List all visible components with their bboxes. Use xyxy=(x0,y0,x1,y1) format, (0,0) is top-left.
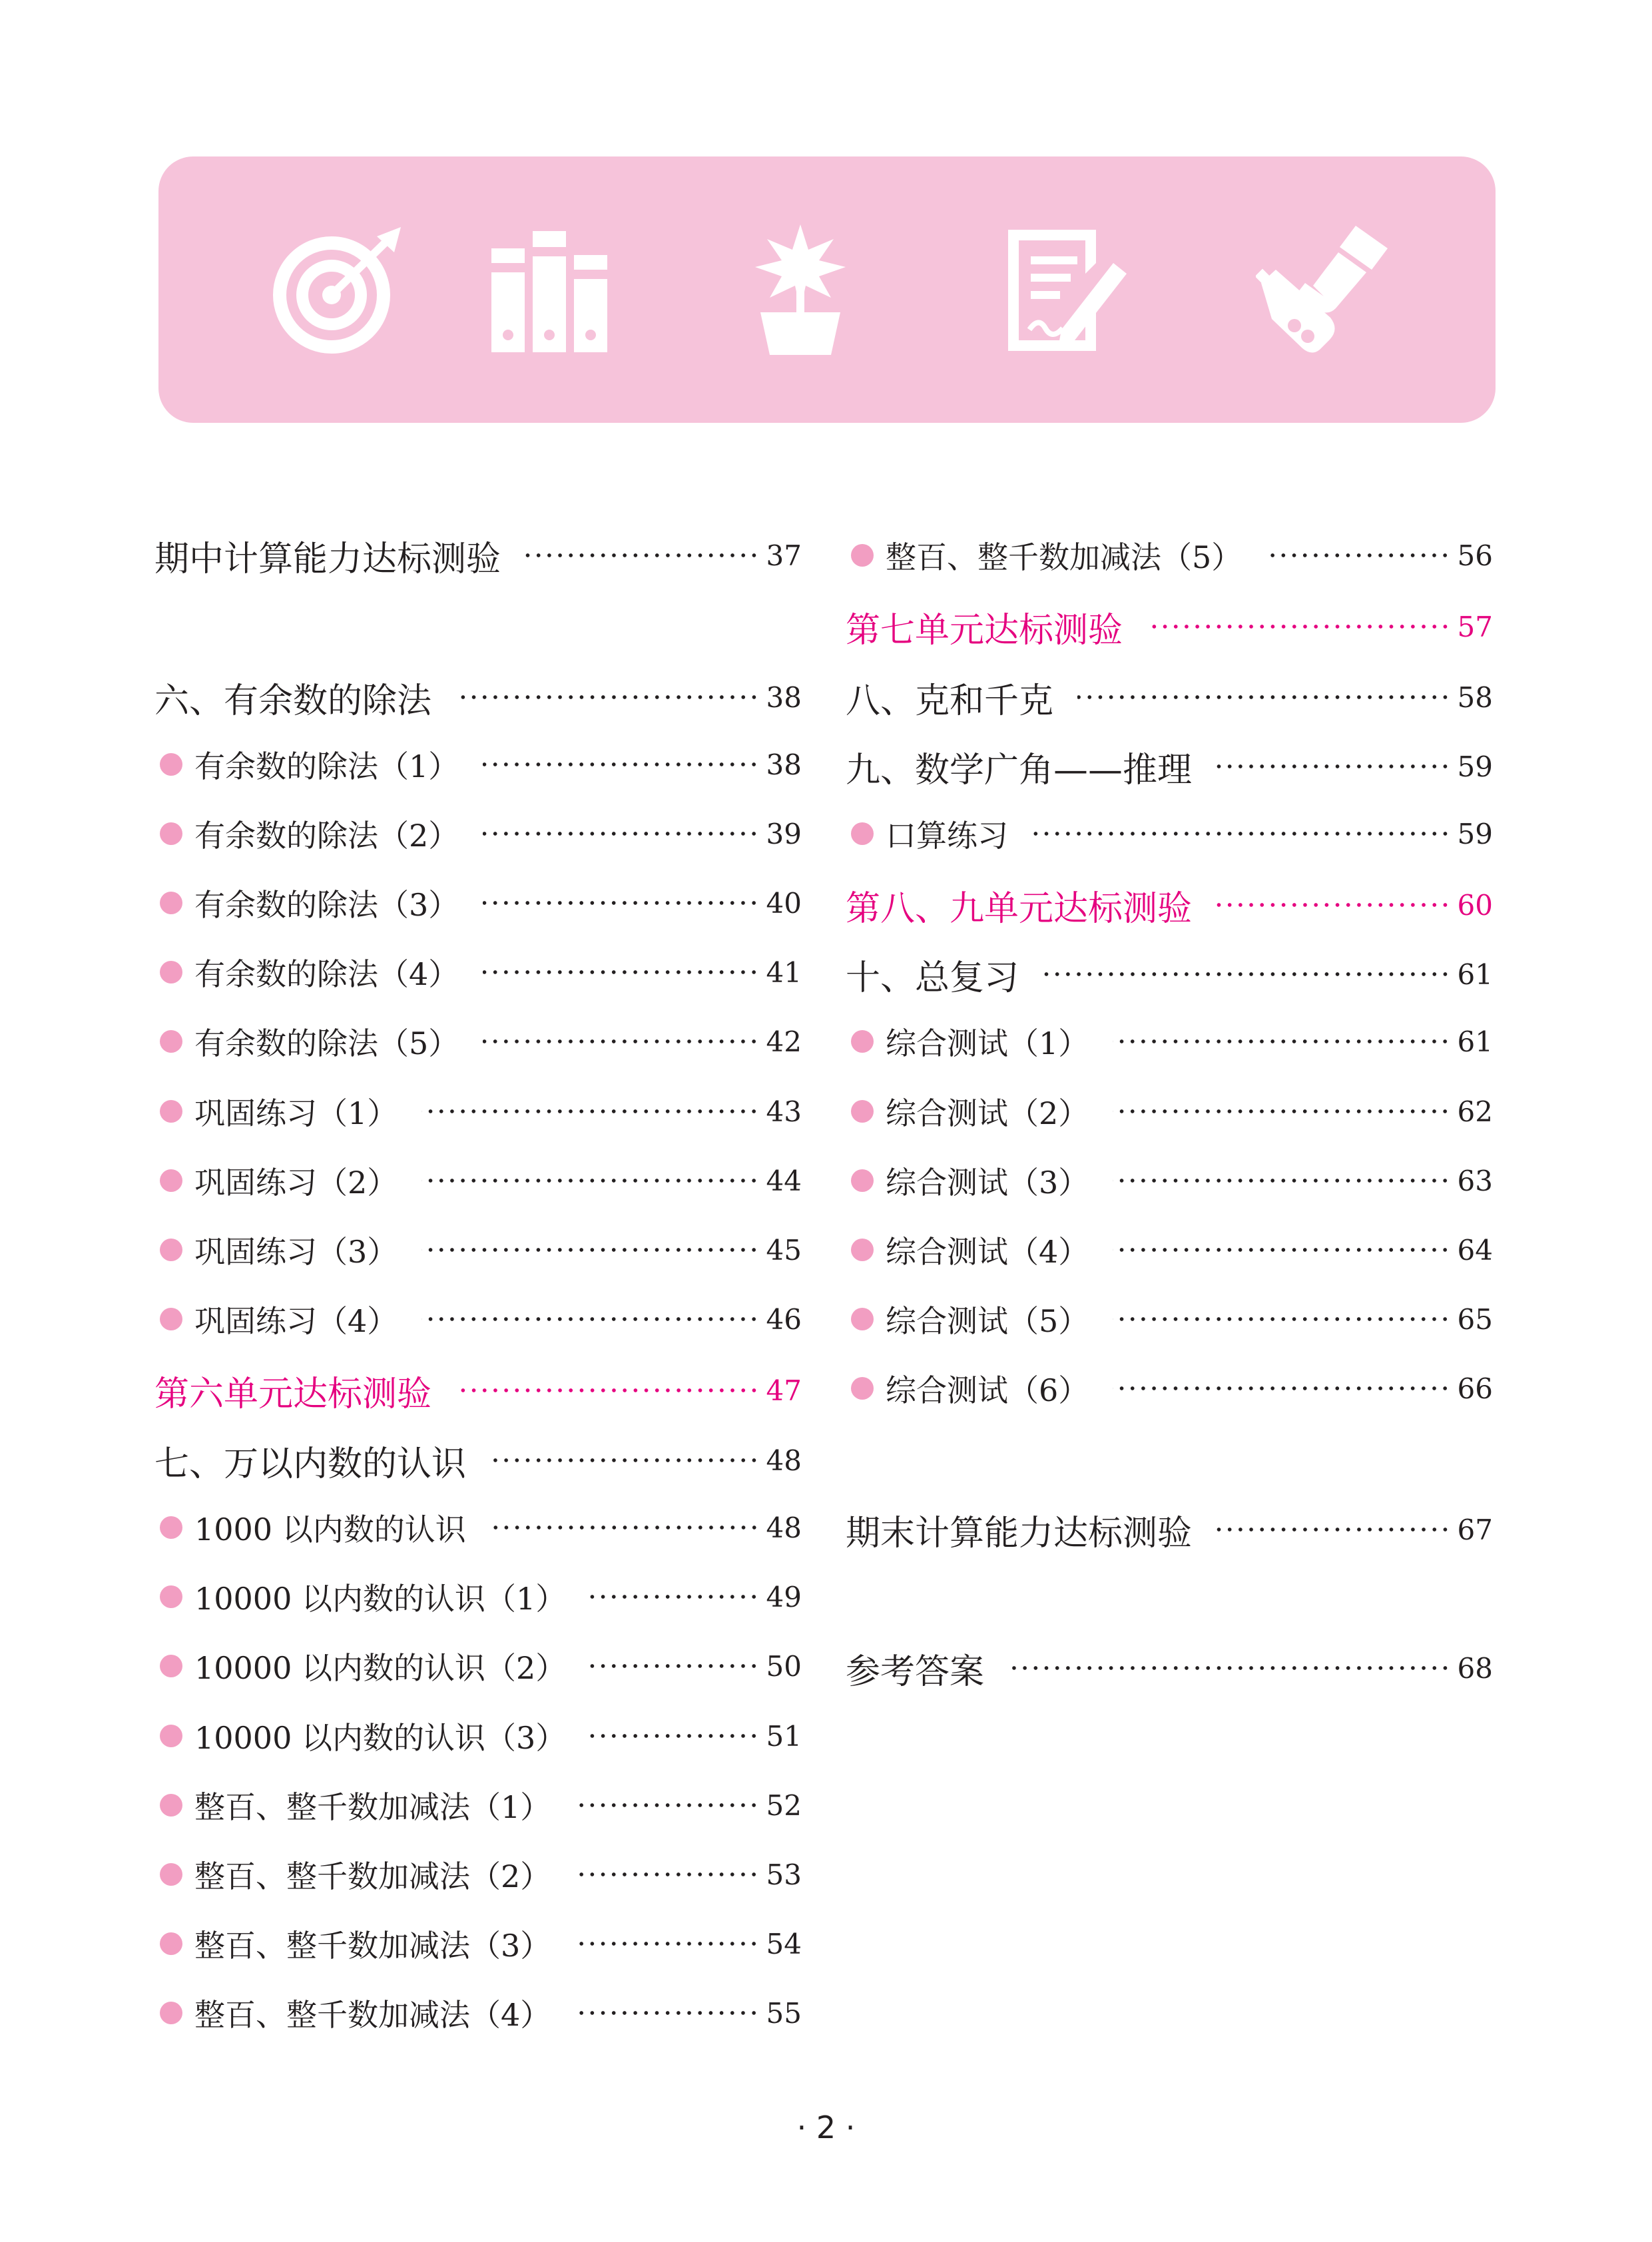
toc-entry[interactable] xyxy=(154,1567,802,1627)
toc-entry-page: 48 xyxy=(766,1444,802,1477)
dot-leader xyxy=(1216,1528,1451,1532)
toc-entry-title xyxy=(194,881,459,925)
dot-leader xyxy=(1216,764,1451,768)
toc-entry-text: 有余数的除法（5） xyxy=(194,1025,459,1061)
toc-entry-text: 有余数的除法（2） xyxy=(194,818,459,854)
bullet-dot xyxy=(160,1725,182,1747)
toc-entry-page: 66 xyxy=(1457,1372,1493,1405)
toc-entry-page: 38 xyxy=(766,748,802,781)
toc-entry-title: 八、克和千克 xyxy=(846,681,1054,721)
dot-leader xyxy=(1113,1109,1450,1113)
toc-entry-title: 十、总复习 xyxy=(846,958,1019,998)
toc-entry-page: 59 xyxy=(1457,750,1493,783)
toc-entry[interactable] xyxy=(154,1636,802,1696)
dot-leader xyxy=(590,1595,759,1599)
bullet-dot xyxy=(160,1585,182,1608)
toc-entry-title xyxy=(886,812,1008,856)
toc-entry-page: 55 xyxy=(766,1996,802,2030)
toc-entry-page: 50 xyxy=(766,1649,802,1683)
dot-leader xyxy=(1113,1386,1450,1390)
toc-entry-title xyxy=(886,1297,1089,1341)
dot-leader xyxy=(483,970,759,974)
toc-entry-title xyxy=(194,1644,566,1688)
toc-entry-title xyxy=(194,1852,551,1896)
toc-entry-text: 整百、整千数加减法（2） xyxy=(194,1858,551,1894)
dot-leader xyxy=(575,1942,759,1946)
bullet-dot xyxy=(851,1169,874,1192)
toc-entry-text: 巩固练习（3） xyxy=(194,1234,398,1270)
toc-entry-text: 整百、整千数加减法（4） xyxy=(194,1997,551,2033)
toc-entry-page: 67 xyxy=(1457,1513,1493,1546)
dot-leader xyxy=(575,2011,759,2015)
document-pen-icon xyxy=(996,223,1129,356)
toc-entry[interactable] xyxy=(154,1360,802,1420)
toc-entry[interactable] xyxy=(846,1151,1493,1211)
dot-leader xyxy=(1113,1039,1450,1043)
toc-entry-title xyxy=(194,1783,551,1827)
toc-entry-page: 41 xyxy=(766,956,802,989)
toc-entry-page: 60 xyxy=(1457,888,1493,922)
toc-entry-title xyxy=(194,1991,551,2035)
dot-leader xyxy=(483,762,759,766)
page-number: · 2 · xyxy=(796,2109,856,2145)
toc-entry-page: 59 xyxy=(1457,817,1493,850)
toc-entry-page: 38 xyxy=(766,681,802,714)
toc-entry-title: 六、有余数的除法 xyxy=(154,681,432,721)
toc-entry-title xyxy=(194,1506,466,1549)
bullet-dot xyxy=(160,2002,182,2024)
handshake-icon xyxy=(1256,223,1389,356)
toc-entry-text: 综合测试（5） xyxy=(886,1303,1089,1339)
toc-entry-text: 口算练习 xyxy=(886,818,1008,854)
bullet-dot xyxy=(851,544,874,567)
dot-leader xyxy=(483,901,759,905)
toc-entry[interactable] xyxy=(154,873,802,933)
toc-entry-title xyxy=(194,1922,551,1966)
toc-entry-page: 37 xyxy=(766,539,802,572)
bullet-dot xyxy=(851,1100,874,1123)
toc-entry-title: 参考答案 xyxy=(846,1651,985,1692)
toc-entry-page: 54 xyxy=(766,1927,802,1960)
dot-leader xyxy=(1266,553,1450,557)
toc-entry-text: 综合测试（6） xyxy=(886,1372,1089,1408)
toc-entry-title xyxy=(194,1228,398,1272)
dot-leader xyxy=(575,1803,759,1807)
toc-entry-page: 51 xyxy=(766,1719,802,1753)
dot-leader xyxy=(1043,972,1451,976)
toc-entry[interactable] xyxy=(154,1914,802,1974)
bullet-dot xyxy=(160,1239,182,1261)
toc-entry-text: 巩固练习（1） xyxy=(194,1095,398,1131)
toc-entry-page: 42 xyxy=(766,1025,802,1058)
toc-entry-page: 64 xyxy=(1457,1233,1493,1266)
bullet-dot xyxy=(160,1100,182,1123)
toc-entry[interactable] xyxy=(154,1011,802,1071)
bullet-dot xyxy=(851,1239,874,1261)
toc-entry[interactable] xyxy=(154,942,802,1002)
toc-entry-text: 10000 以内数的认识（3） xyxy=(194,1720,567,1756)
dot-leader xyxy=(490,1458,760,1462)
toc-entry-text: 综合测试（3） xyxy=(886,1165,1089,1201)
toc-entry[interactable] xyxy=(154,1289,802,1349)
toc-entry-page: 39 xyxy=(766,817,802,850)
toc-entry-title xyxy=(886,533,1242,577)
toc-entry[interactable] xyxy=(154,667,802,727)
toc-entry-text: 有余数的除法（4） xyxy=(194,956,459,992)
toc-entry[interactable] xyxy=(846,1358,1493,1418)
toc-entry-page: 58 xyxy=(1457,681,1493,714)
toc-entry-page: 48 xyxy=(766,1511,802,1544)
toc-entry[interactable] xyxy=(154,1706,802,1766)
dot-leader xyxy=(590,1664,759,1668)
toc-entry-page: 49 xyxy=(766,1580,802,1613)
toc-entry-page: 53 xyxy=(766,1858,802,1891)
toc-entry-text: 综合测试（4） xyxy=(886,1234,1089,1270)
dot-leader xyxy=(483,832,759,836)
books-icon xyxy=(485,223,618,356)
toc-entry[interactable] xyxy=(154,525,802,585)
toc-entry-title xyxy=(194,1575,566,1619)
toc-entry-title xyxy=(194,1159,398,1203)
toc-entry-title xyxy=(194,1297,398,1341)
toc-entry[interactable] xyxy=(154,1430,802,1490)
toc-entry[interactable] xyxy=(846,667,1493,727)
bullet-dot xyxy=(160,1308,182,1330)
toc-entry-page: 57 xyxy=(1457,610,1493,643)
toc-entry-title xyxy=(886,1089,1089,1133)
bullet-dot xyxy=(160,892,182,914)
toc-entry-page: 40 xyxy=(766,886,802,920)
toc-entry-text: 综合测试（2） xyxy=(886,1095,1089,1131)
toc-entry-page: 46 xyxy=(766,1302,802,1336)
toc-entry-title: 第六单元达标测验 xyxy=(154,1374,432,1414)
toc-entry[interactable] xyxy=(154,1983,802,2043)
bullet-dot xyxy=(851,1030,874,1053)
toc-entry-title: 第八、九单元达标测验 xyxy=(846,888,1193,929)
toc-entry-text: 有余数的除法（3） xyxy=(194,887,459,923)
toc-entry-page: 43 xyxy=(766,1095,802,1128)
bullet-dot xyxy=(160,1932,182,1955)
toc-entry-title xyxy=(194,812,459,856)
toc-entry[interactable] xyxy=(154,1151,802,1211)
toc-entry-title xyxy=(886,1228,1089,1272)
toc-entry[interactable] xyxy=(154,1498,802,1557)
toc-entry[interactable] xyxy=(154,1844,802,1904)
toc-entry-title xyxy=(194,742,459,786)
dot-leader xyxy=(1113,1317,1450,1321)
toc-entry-page: 52 xyxy=(766,1789,802,1822)
dot-leader xyxy=(575,1872,759,1876)
header-banner xyxy=(158,156,1496,423)
bullet-dot xyxy=(160,1655,182,1677)
bullet-dot xyxy=(160,1030,182,1053)
toc-entry-title xyxy=(886,1159,1089,1203)
toc-entry-title xyxy=(886,1019,1089,1063)
toc-entry[interactable] xyxy=(846,1500,1493,1559)
toc-entry-page: 45 xyxy=(766,1233,802,1266)
dot-leader xyxy=(421,1248,759,1252)
bullet-dot xyxy=(160,822,182,845)
dot-leader xyxy=(1032,832,1451,836)
toc-entry-title: 期中计算能力达标测验 xyxy=(154,539,501,579)
toc-entry[interactable] xyxy=(846,736,1493,796)
toc-entry[interactable] xyxy=(846,1289,1493,1349)
toc-entry-title xyxy=(194,1714,566,1758)
toc-entry[interactable] xyxy=(154,1081,802,1141)
dot-leader xyxy=(1147,625,1451,629)
toc-entry-title: 七、万以内数的认识 xyxy=(154,1444,467,1484)
dot-leader xyxy=(1008,1666,1451,1670)
toc-entry-text: 整百、整千数加减法（3） xyxy=(194,1928,551,1964)
toc-entry[interactable] xyxy=(846,1081,1493,1141)
toc-entry-text: 10000 以内数的认识（2） xyxy=(194,1650,567,1686)
toc-entry-page: 61 xyxy=(1457,1025,1493,1058)
toc-entry-title: 第七单元达标测验 xyxy=(846,610,1123,651)
toc-entry-text: 有余数的除法（1） xyxy=(194,748,459,784)
dot-leader xyxy=(421,1317,759,1321)
toc-entry-text: 巩固练习（2） xyxy=(194,1165,398,1201)
toc-entry-text: 整百、整千数加减法（5） xyxy=(886,539,1242,575)
dot-leader xyxy=(490,1526,760,1530)
toc-entry-text: 整百、整千数加减法（1） xyxy=(194,1789,551,1825)
bullet-dot xyxy=(160,1863,182,1886)
toc-entry-title xyxy=(194,1089,398,1133)
toc-entry[interactable] xyxy=(846,597,1493,657)
bullet-dot xyxy=(160,1516,182,1539)
potted-plant-icon xyxy=(734,223,867,356)
bullet-dot xyxy=(851,1377,874,1400)
toc-entry-page: 62 xyxy=(1457,1095,1493,1128)
dot-leader xyxy=(421,1179,759,1183)
dot-leader xyxy=(1113,1248,1450,1252)
dot-leader xyxy=(421,1109,759,1113)
toc-entry-title xyxy=(886,1366,1089,1410)
dot-leader xyxy=(455,1388,760,1392)
dot-leader xyxy=(1077,695,1451,699)
toc-entry-title xyxy=(194,950,459,994)
toc-entry-title: 期末计算能力达标测验 xyxy=(846,1513,1193,1553)
toc-entry-page: 47 xyxy=(766,1374,802,1407)
toc-entry-text: 巩固练习（4） xyxy=(194,1303,398,1339)
toc-entry[interactable] xyxy=(846,1011,1493,1071)
toc-entry[interactable] xyxy=(846,875,1493,935)
toc-entry[interactable] xyxy=(846,1220,1493,1280)
toc-entry-title xyxy=(194,1019,459,1063)
toc-entry-page: 56 xyxy=(1457,539,1493,572)
toc-entry-page: 65 xyxy=(1457,1302,1493,1336)
bullet-dot xyxy=(160,961,182,983)
toc-entry-page: 61 xyxy=(1457,958,1493,991)
toc-entry-page: 68 xyxy=(1457,1651,1493,1685)
toc-entry-page: 44 xyxy=(766,1164,802,1197)
dot-leader xyxy=(1113,1179,1450,1183)
toc-entry[interactable] xyxy=(154,734,802,794)
bullet-dot xyxy=(160,1794,182,1817)
toc-entry[interactable] xyxy=(154,1220,802,1280)
bullet-dot xyxy=(851,822,874,845)
toc-entry-text: 10000 以内数的认识（1） xyxy=(194,1581,567,1617)
toc-entry-text: 1000 以内数的认识 xyxy=(194,1512,466,1547)
toc-entry[interactable] xyxy=(846,804,1493,864)
dot-leader xyxy=(525,553,760,557)
dot-leader xyxy=(1216,903,1451,907)
toc-entry-title: 九、数学广角——推理 xyxy=(846,750,1193,790)
bullet-dot xyxy=(160,753,182,776)
target-icon xyxy=(270,223,404,356)
toc-entry[interactable] xyxy=(154,804,802,864)
toc-entry-page: 63 xyxy=(1457,1164,1493,1197)
bullet-dot xyxy=(851,1308,874,1330)
dot-leader xyxy=(483,1039,759,1043)
bullet-dot xyxy=(160,1169,182,1192)
dot-leader xyxy=(590,1734,759,1738)
toc-entry[interactable] xyxy=(846,944,1493,1004)
toc-entry[interactable] xyxy=(846,1638,1493,1698)
toc-entry[interactable] xyxy=(846,525,1493,585)
toc-entry[interactable] xyxy=(154,1775,802,1835)
dot-leader xyxy=(455,695,760,699)
toc-entry-text: 综合测试（1） xyxy=(886,1025,1089,1061)
